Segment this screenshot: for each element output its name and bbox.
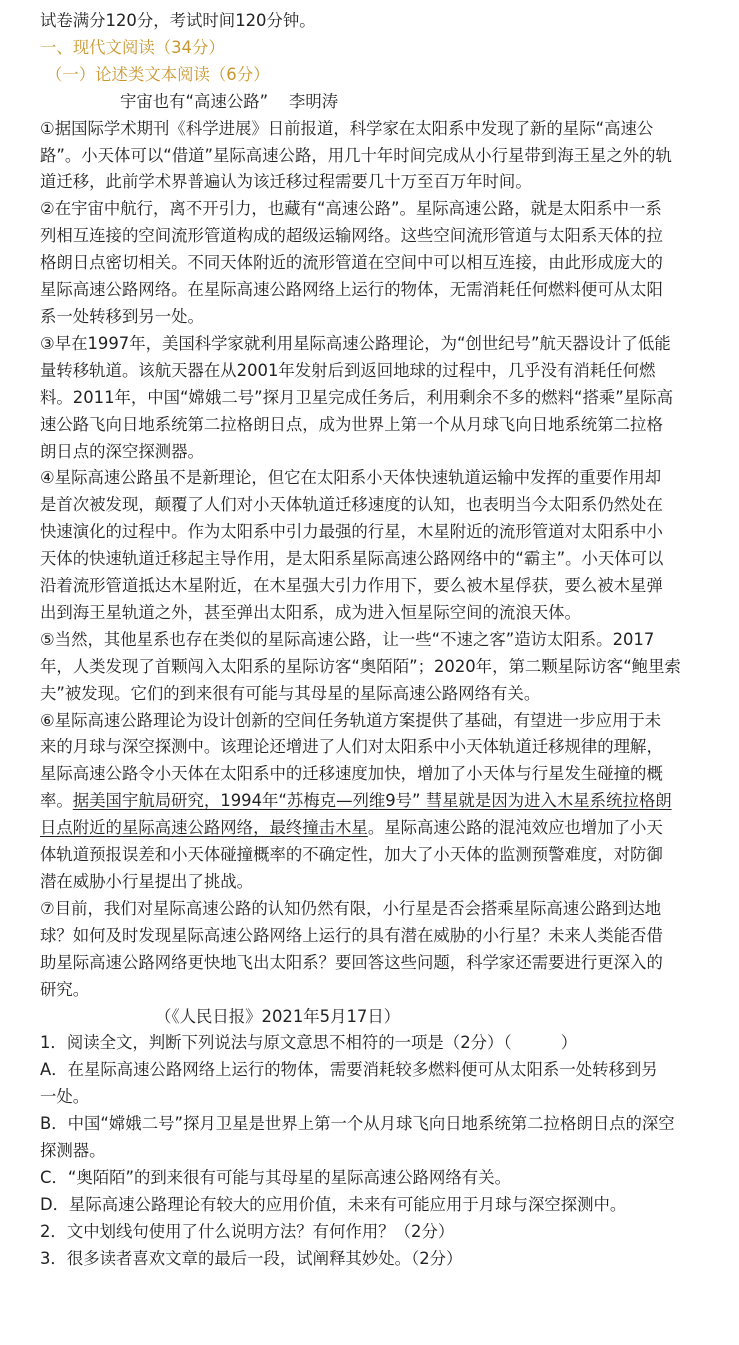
article-title-line (40, 89, 723, 116)
question-2: 2．文中划线句使用了什么说明方法？有何作用？（2分） (40, 1221, 455, 1241)
exam-intro: 试卷满分120分，考试时间120分钟。 (40, 11, 316, 30)
question-3: 3．很多读者喜欢文章的最后一段，试阐释其妙处。（2分） (40, 1248, 463, 1268)
paragraph-line: 星际高速公路网络。在星际高速公路网络上运行的物体，无需消耗任何燃料便可从太阳 (40, 280, 663, 300)
paragraph-6 (40, 708, 723, 896)
paragraph-line: 格朗日点密切相关。不同天体附近的流形管道在空间中可以相互连接，由此形成庞大的 (40, 253, 663, 273)
section-heading: 一、现代文阅读（34分） (40, 37, 225, 57)
option-b: B．中国“嫦娥二号”探月卫星是世界上第一个从月球飞向日地系统第二拉格朗日点的深空 (40, 1114, 675, 1134)
paragraph-line (40, 815, 723, 842)
underlined-sentence: 据美国宇航局研究，1994年“苏梅克—列维9号” 彗星就是因为进入木星系统拉格朗 (72, 791, 672, 811)
paragraph-line: ⑥星际高速公路理论为设计创新的空间任务轨道方案提供了基础，有望进一步应用于未 (40, 710, 662, 730)
paragraph-line: 速公路飞向日地系统第二拉格朗日点，成为世界上第一个从月球飞向日地系统第二拉格 (40, 414, 663, 434)
article-author: 李明涛 (288, 91, 339, 111)
article-title: 宇宙也有“高速公路” (120, 91, 269, 111)
paragraph-line: 体轨道预报误差和小天体碰撞概率的不确定性，加大了小天体的监测预警难度，对防御 (40, 845, 663, 865)
paragraph-line: 是首次被发现，颠覆了人们对小天体轨道迁移速度的认知，也表明当今太阳系仍然处在 (40, 495, 663, 515)
paragraph-1 (40, 116, 723, 197)
paragraph-4 (40, 465, 723, 626)
paragraph-line: 路”。小天体可以“借道”星际高速公路，用几十年时间完成从小行星带到海王星之外的轨 (40, 145, 672, 165)
paragraph-line: 料。2011年，中国“嫦娥二号”探月卫星完成任务后，利用剩余不多的燃料“搭乘”星际高 (40, 387, 673, 407)
option-a: A．在星际高速公路网络上运行的物体，需要消耗较多燃料便可从太阳系一处转移到另 (40, 1060, 658, 1080)
paragraph-line: 夫”被发现。它们的到来很有可能与其母星的星际高速公路网络有关。 (40, 683, 541, 703)
paragraph-line: ⑦目前，我们对星际高速公路的认知仍然有限，小行星是否会搭乘星际高速公路到达地 (40, 898, 662, 918)
option-b-cont: 探测器。 (40, 1141, 106, 1161)
paragraph-line: ①据国际学术期刊《科学进展》日前报道，科学家在太阳系中发现了新的星际“高速公 (40, 118, 654, 138)
paragraph-line: 列相互连接的空间流形管道构成的超级运输网络。这些空间流形管道与太阳系天体的拉 (40, 226, 663, 246)
paragraph-line: 量转移轨道。该航天器在从2001年发射后到返回地球的过程中，几乎没有消耗任何燃 (40, 360, 656, 380)
paragraph-7 (40, 896, 723, 1004)
paragraph-line: ③早在1997年，美国科学家就利用星际高速公路理论，为“创世纪号”航天器设计了低能 (40, 333, 671, 353)
paragraph-line: ④星际高速公路虽不是新理论，但它在太阳系小天体快速轨道运输中发挥的重要作用却 (40, 468, 662, 488)
paragraph-line: ⑤当然，其他星系也存在类似的星际高速公路，让一些“不速之客”造访太阳系。2017 (40, 629, 655, 649)
option-a-cont: 一处。 (40, 1087, 90, 1107)
paragraph-5 (40, 627, 723, 708)
plain-text: 。星际高速公路的混沌效应也增加了小天 (367, 818, 663, 838)
paragraph-line (40, 788, 723, 815)
paragraph-line: 球？如何及时发现星际高速公路网络上运行的具有潜在威胁的小行星？未来人类能否借 (40, 925, 663, 945)
paragraph-line: 出到海王星轨道之外，甚至弹出太阳系，成为进入恒星际空间的流浪天体。 (40, 602, 581, 622)
option-d: D．星际高速公路理论有较大的应用价值，未来有可能应用于月球与深空探测中。 (40, 1194, 627, 1214)
questions (40, 1030, 723, 1272)
paragraph-line: 朗日点的深空探测器。 (40, 441, 204, 461)
underlined-sentence: 日点附近的星际高速公路网络，最终撞击木星 (40, 818, 368, 838)
plain-text: 率。 (40, 791, 73, 811)
paragraph-line: ②在宇宙中航行，离不开引力，也藏有“高速公路”。星际高速公路，就是太阳系中一系 (40, 199, 662, 219)
paragraph-line: 天体的快速轨道迁移起主导作用，是太阳系星际高速公路网络中的“霸主”。小天体可以 (40, 549, 664, 569)
paragraph-line: 年，人类发现了首颗闯入太阳系的星际访客“奥陌陌”；2020年，第二颗星际访客“鲍里索 (40, 656, 681, 676)
paragraph-3 (40, 331, 723, 466)
option-c: C．“奥陌陌”的到来很有可能与其母星的星际高速公路网络有关。 (40, 1167, 511, 1187)
paragraph-line: 助星际高速公路网络更快地飞出太阳系？要回答这些问题，科学家还需要进行更深入的 (40, 952, 663, 972)
subsection-heading: （一）论述类文本阅读（6分） (46, 64, 270, 84)
question-1: 1．阅读全文，判断下列说法与原文意思不相符的一项是（2分）（ ） (40, 1033, 578, 1053)
paragraph-line: 研究。 (40, 979, 90, 999)
paragraph-line: 沿着流形管道抵达木星附近，在木星强大引力作用下，要么被木星俘获，要么被木星弹 (40, 576, 663, 596)
paragraph-2 (40, 196, 723, 331)
paragraph-line: 道迁移，此前学术界普遍认为该迁移过程需要几十万至百万年时间。 (40, 172, 532, 192)
paragraph-line: 来的月球与深空探测中。该理论还增进了人们对太阳系中小天体轨道迁移规律的理解， (40, 737, 663, 757)
paragraph-line: 潜在威胁小行星提出了挑战。 (40, 872, 254, 891)
paragraph-line: 系一处转移到另一处。 (40, 306, 204, 326)
paragraph-line: 星际高速公路令小天体在太阳系中的迁移速度加快，增加了小天体与行星发生碰撞的概 (40, 764, 663, 784)
article-source: （《人民日报》2021年5月17日） (155, 1006, 401, 1026)
paragraph-line: 快速演化的过程中。作为太阳系中引力最强的行星，木星附近的流形管道对太阳系中小 (40, 522, 663, 542)
